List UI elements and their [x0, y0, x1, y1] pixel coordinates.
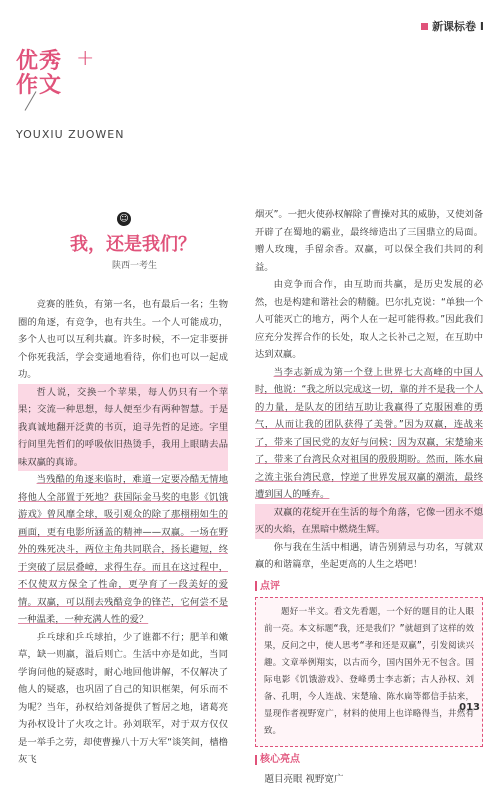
- paragraph: 你与我在生活中相遇，请告别猜忌与功名，写就双赢的和谐篇章，坐起更高的人生之塔吧！: [255, 539, 483, 574]
- label-mark-icon: [255, 581, 257, 591]
- paragraph: 乒乓球和乒乓球拍，少了谁都不行；肥羊和嫩草，缺一则羸，溢后则亡。生活中亦是如此，当同学询问他的疑惑时，耐心地回他讲解，不仅解决了他人的疑惑，也巩固了自己的知识框架，何乐而不为呢？当年，孙权给刘备提供了暂居之地，诸葛亮为孙权设计了火攻之计。孙刘联军，对于双方仅仅是一举手之劳，却使曹操八十万大军“谈笑间，樯橹灰飞: [18, 629, 228, 769]
- column-title-line2: 作文: [16, 74, 62, 98]
- left-column: [18, 296, 228, 769]
- comment-box: 题好一半文。看文先看题，一个好的题目的让人眼前一亮。本文标题“我，还是我们？”就超到了这样的效果，反问之中，使人思考“孝和还是双赢”，引发阅读兴趣。文章举例翔实，以古而今，国内国外无不包含。国际电影《饥饿游戏》、登峰勇士李志新；古人孙权、刘备、孔明，今人连战、宋楚瑜、陈水扁等都信手拈来，显现作者视野宽广，材料的使用上也详略得当，井然有致。: [255, 597, 483, 747]
- right-column: [255, 206, 483, 788]
- paragraph: 烟灭”。一把火使孙权解除了曹操对其的威胁，又使刘备开辟了在蜀地的霸业，最终缔造出了三国鼎立的局面。赠人玫瑰，手留余香。双赢，可以保全我们共同的利益。: [255, 206, 483, 276]
- label-mark-icon: [255, 755, 257, 765]
- plus-icon: +: [76, 46, 94, 71]
- column-title-line1: 优秀: [16, 50, 62, 74]
- paragraph: 竞赛的胜负，有第一名，也有最后一名；生物圈的角逐，有竞争，也有共生。一个人可能成功，多个人也可以互利共赢。许多时候，不一定非要拼个你死我活，学会变通地看待，你们也可以一起成功。: [18, 296, 228, 384]
- key-label: 核心亮点: [255, 751, 483, 769]
- series-tag: [421, 18, 484, 34]
- column-pinyin: YOUXIU ZUOWEN: [16, 128, 124, 141]
- paragraph: 当残酷的角逐来临时，难道一定要冷酷无情地将他人全部置于死地？获国际金马奖的电影《饥饿游戏》曾风靡全球，吸引观众的除了那栩栩如生的画面，更有电影所涵盖的精神——双赢。一场在野外的殊死决斗，两位主角共同联合，扬长避短，终于突破了层层叠嶂，求得生存。而且在这过程中，不仅使双方保全了性命，更孕育了一段美好的爱情。双赢，可以削去残酷竞争的锋芒，它何尝不是一种温柔，一种充满人性的爱？: [18, 471, 228, 629]
- paragraph: 由竞争而合作，由互助而共赢，是历史发展的必然，也是构建和谐社会的精髓。巴尔扎克说：“单独一个人可能灭亡的地方，两个人在一起可能得救。”因此我们应充分发挥合作的长处，取人之长补己之短，在互助中达到双赢。: [255, 276, 483, 364]
- paragraph: 哲人说，交换一个苹果，每人仍只有一个苹果；交流一种思想，每人便至少有两种智慧。于是我真诚地翻开泛黄的书页，追寻先哲的足迹。字里行间里先哲们的呼吸依旧热烫手，我用上眼睛去品味双赢的真谛。: [18, 384, 228, 472]
- page-number: 013: [459, 702, 480, 713]
- paragraph: 当李志新成为第一个登上世界七大高峰的中国人时，他说：“我之所以完成这一切，靠的并不是我一个人的力量，是队友的团结互助让我赢得了克服困难的勇气，从而让我的团队获得了美誉。”因为双赢，连战来了，带来了国民党的友好与问候；因为双赢，宋楚瑜来了，带来了台湾民众对祖国的殷殷期盼。然而，陈水扁之流主张台湾民意，悖逆了世界发展双赢的潮流，最终遭到国人的唾弃。: [255, 364, 483, 504]
- comment-label: 点评: [255, 578, 483, 596]
- key-highlights: 题目亮眼 视野宽广: [255, 771, 483, 788]
- column-title: [16, 50, 62, 98]
- article-title: 我，还是我们？: [70, 230, 210, 256]
- series-label: 新课标卷 I: [432, 18, 484, 34]
- paragraph: 双赢的花绽开在生活的每个角落，它像一团永不熄灭的火焰，在黑暗中燃烧生辉。: [255, 504, 483, 539]
- smiley-icon: ☺: [117, 212, 131, 226]
- tag-square-icon: [421, 23, 428, 30]
- article-author: 陕西一考生: [112, 258, 157, 271]
